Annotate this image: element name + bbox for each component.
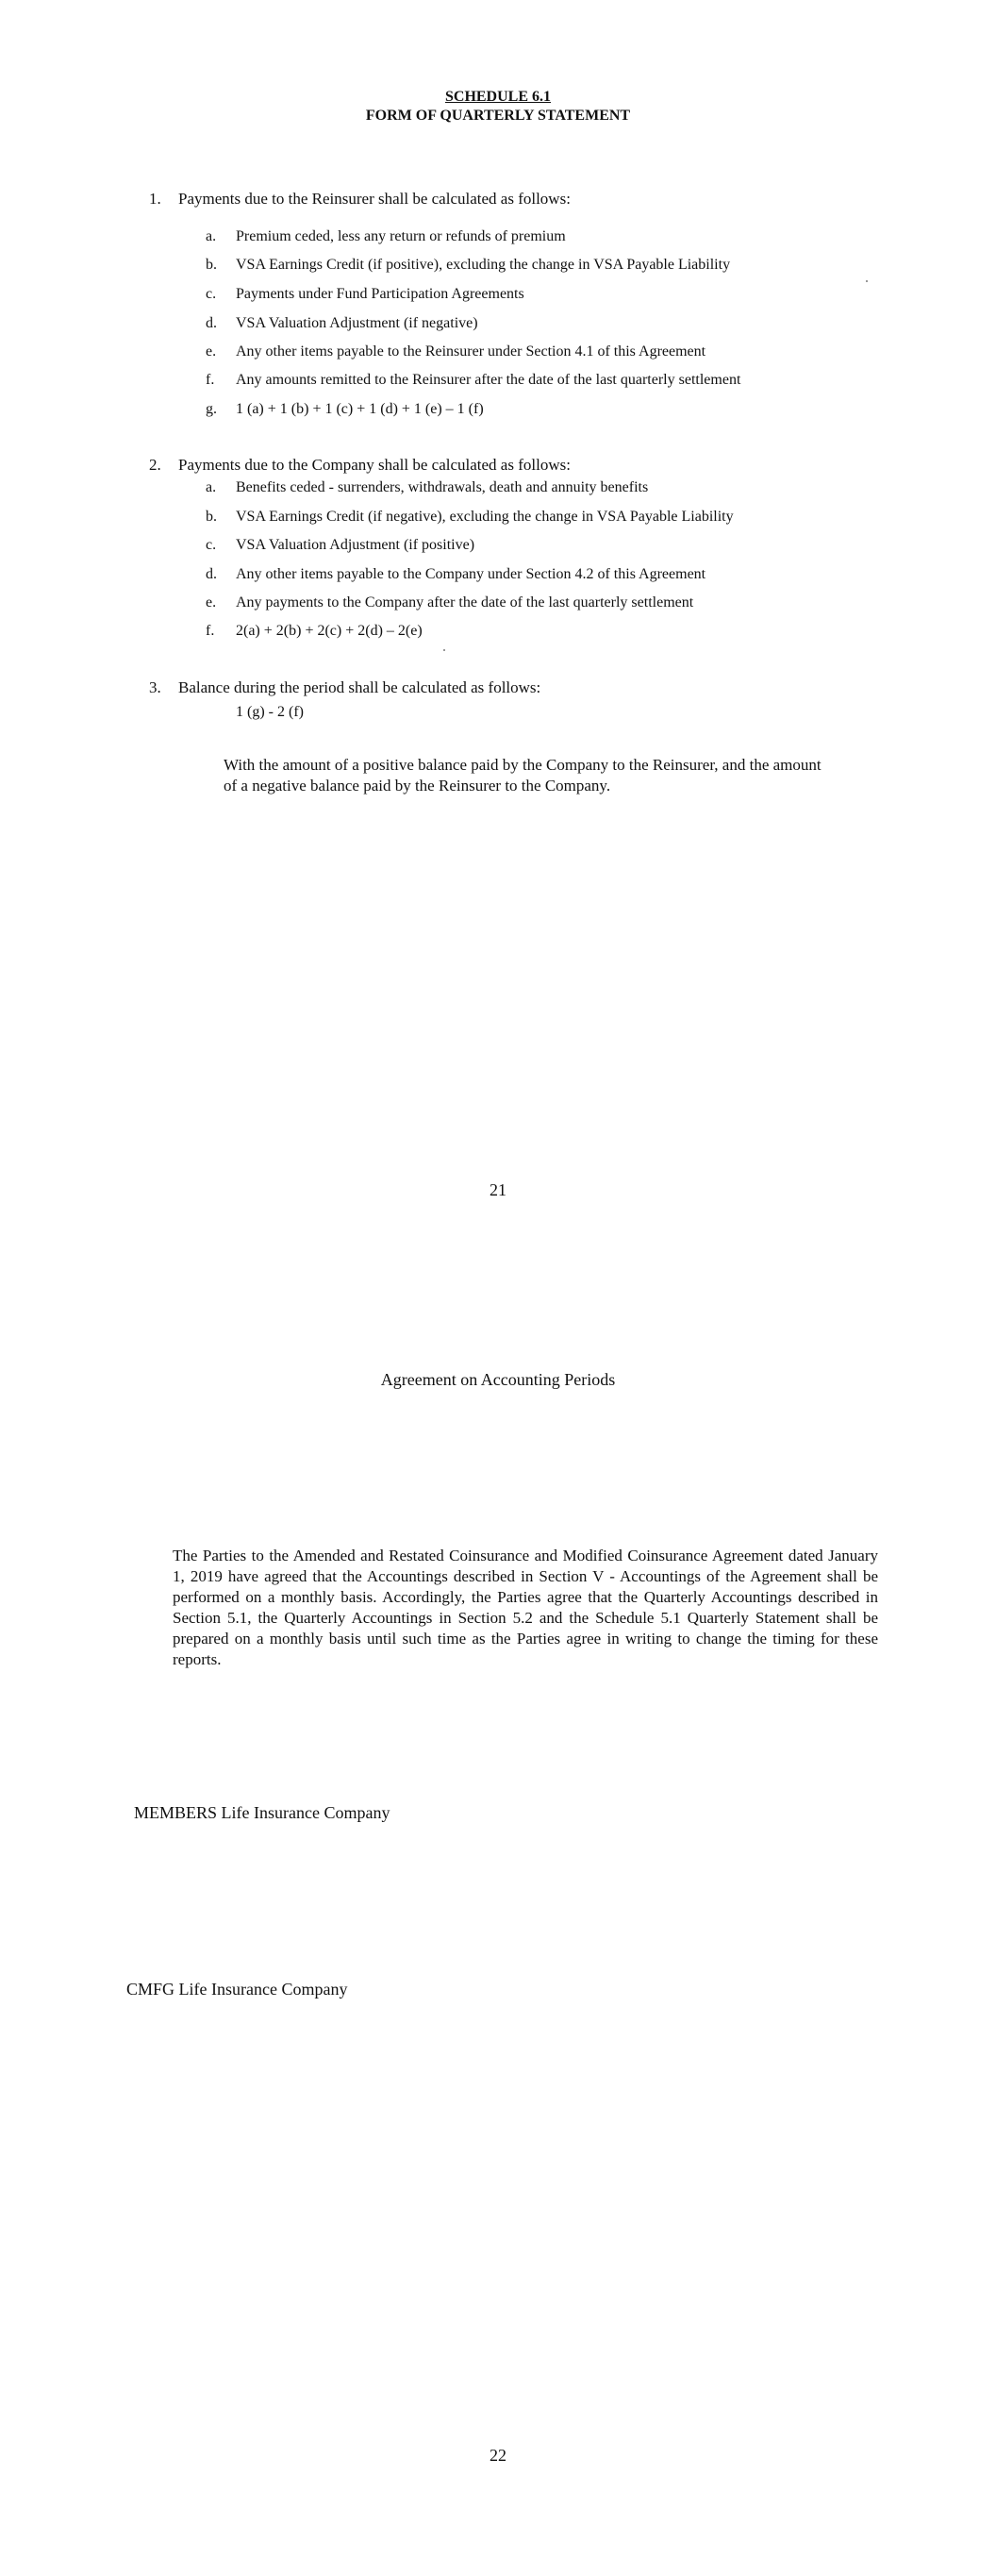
form-heading: FORM OF QUARTERLY STATEMENT (365, 108, 631, 124)
section-3-number: 3. (149, 678, 161, 696)
agreement-title: Agreement on Accounting Periods (380, 1370, 616, 1389)
section-2-item-d-letter: d. (206, 566, 217, 582)
agreement-body: The Parties to the Amended and Restated Coinsurance and Modified Coinsurance Agreement dated January 1, 2019 have agreed that the Accountings described in Section V - Accountings of the Agreement shall be performed on a monthly basis. Accordingly, the Parties agree that the Quarterly Accountings described in Section 5.1, the Quarterly Accountings in Section 5.2 and the Schedule 5.1 Quarterly Statement shall be prepared on a monthly basis until such time as the Parties agree in writing to change the timing for these reports. (173, 1547, 878, 1668)
section-2-item-b-letter: b. (206, 509, 217, 525)
section-1-item-d-letter: d. (206, 315, 217, 331)
scan-speck (443, 649, 445, 651)
section-2-item-c-letter: c. (206, 537, 217, 553)
section-1-item-c-letter: c. (206, 286, 217, 302)
section-2-item-a: Benefits ceded - surrenders, withdrawals, death and annuity benefits (236, 479, 649, 495)
section-2-item-e-letter: e. (206, 594, 217, 611)
section-1-item-f: Any amounts remitted to the Reinsurer after the date of the last quarterly settlement (236, 372, 741, 388)
section-1-item-e-letter: e. (206, 343, 217, 360)
section-2-item-b: VSA Earnings Credit (if negative), excluding the change in VSA Payable Liability (236, 509, 734, 525)
section-2-heading: Payments due to the Company shall be calculated as follows: (178, 456, 571, 474)
section-2-item-c: VSA Valuation Adjustment (if positive) (236, 537, 475, 553)
section-2-number: 2. (149, 456, 161, 474)
signatory-cmfg-life: CMFG Life Insurance Company (126, 1980, 348, 1999)
section-1-item-b: VSA Earnings Credit (if positive), excluding the change in VSA Payable Liability (236, 257, 731, 273)
section-2-item-e: Any payments to the Company after the date of the last quarterly settlement (236, 594, 694, 611)
section-2-item-a-letter: a. (206, 479, 217, 495)
section-1-item-d: VSA Valuation Adjustment (if negative) (236, 315, 478, 331)
section-2-item-d: Any other items payable to the Company under Section 4.2 of this Agreement (236, 566, 706, 582)
section-1-item-g-letter: g. (206, 401, 217, 417)
section-1-item-a: Premium ceded, less any return or refunds of premium (236, 228, 566, 244)
section-3-heading: Balance during the period shall be calculated as follows: (178, 678, 541, 696)
section-1-item-b-letter: b. (206, 257, 217, 273)
section-1-item-f-letter: f. (206, 372, 215, 388)
section-1-heading: Payments due to the Reinsurer shall be calculated as follows: (178, 190, 571, 208)
scan-speck (866, 280, 868, 282)
section-1-item-e: Any other items payable to the Reinsurer under Section 4.1 of this Agreement (236, 343, 706, 360)
section-1-item-g: 1 (a) + 1 (b) + 1 (c) + 1 (d) + 1 (e) – 1 (f) (236, 401, 484, 417)
section-1-item-a-letter: a. (206, 228, 217, 244)
section-2-item-f: 2(a) + 2(b) + 2(c) + 2(d) – 2(e) (236, 623, 423, 639)
section-2-item-f-letter: f. (206, 623, 215, 639)
page-number-22: 22 (490, 2446, 506, 2465)
balance-formula: 1 (g) - 2 (f) (236, 704, 304, 720)
closing-paragraph: With the amount of a positive balance paid by the Company to the Reinsurer, and the amount of a negative balance paid by the Reinsurer to the Company. (224, 756, 822, 795)
signatory-members-life: MEMBERS Life Insurance Company (134, 1803, 390, 1822)
schedule-label: SCHEDULE 6.1 (444, 89, 552, 105)
section-1-number: 1. (149, 190, 161, 208)
page-number-21: 21 (490, 1180, 506, 1199)
section-1-item-c: Payments under Fund Participation Agreements (236, 286, 524, 302)
